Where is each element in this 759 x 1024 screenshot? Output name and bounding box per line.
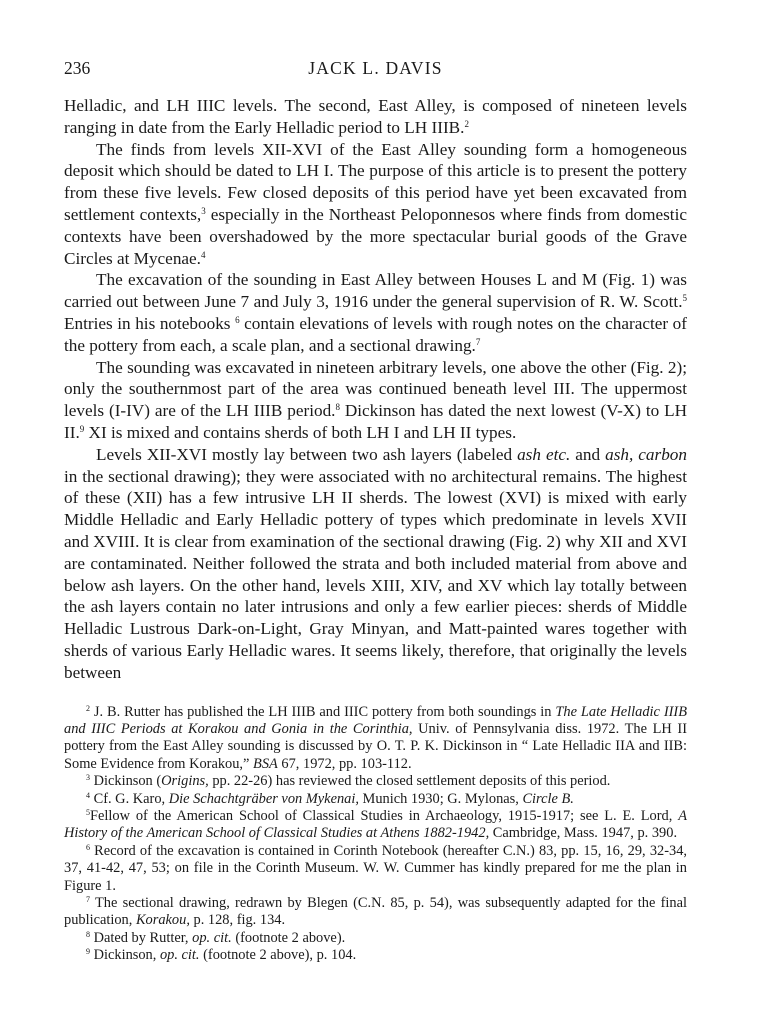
text-run: (footnote 2 above), p. 104. (199, 947, 357, 964)
page-header (64, 58, 687, 82)
footnote-marker: 3 (201, 205, 206, 216)
footnote-marker: 9 (79, 423, 85, 434)
footnote (64, 947, 687, 964)
footnote-marker: 6 (86, 842, 90, 852)
text-run: The finds from levels XII-XVI of the East Alley sounding form a homogeneous deposit which should be dated to LH I. The purpose of this article is to present the pottery from these five levels. Few closed deposits of this period have yet been excavated from settlement contexts, (64, 139, 687, 224)
footnote-marker: 8 (86, 929, 90, 939)
text-run: XI is mixed and contains sherds of both LH I and LH II types. (84, 422, 517, 442)
text-run: especially in the Northeast Peloponnesos where finds from domestic contexts have been overshadowed by the more spectacular burial goods of the Grave Circles at Mycenae. (64, 204, 687, 268)
footnote-marker: 2 (86, 703, 90, 713)
text-run: p. 128, fig. 134. (189, 912, 286, 929)
text-run: Helladic, and LH IIIC levels. The second, East Alley, is composed of nineteen levels ranging in date from the Early Helladic period to LH IIIB. (64, 96, 687, 137)
paragraph (64, 357, 687, 444)
footnote-marker: 5 (86, 807, 90, 817)
italic-text: ash, carbon (605, 444, 687, 464)
footnote-marker: 7 (475, 336, 481, 347)
italic-text: The Late Helladic IIIB and IIIC Periods at Korakou and Gonia in the Corinthia, (64, 703, 687, 737)
text-run: The sounding was excavated in nineteen arbitrary levels, one above the other (Fig. 2); only the southernmost part of the area was continued beneath level III. The uppermost levels (I-IV) are of the LH IIIB period. (64, 357, 687, 421)
footnotes (64, 704, 687, 965)
text-run: pp. 22-26) has reviewed the closed settlement deposits of this period. (208, 773, 611, 790)
footnote-marker: 5 (682, 293, 687, 304)
footnote-marker: 6 (235, 314, 240, 325)
text-run: and (570, 444, 606, 464)
footnote-marker: 3 (86, 773, 90, 783)
italic-text: Korakou, (135, 912, 190, 929)
footnote-marker: 4 (200, 249, 206, 260)
text-run: J. B. Rutter has published the LH IIIB and IIIC pottery from both soundings in (90, 703, 556, 720)
italic-text: op. cit. (159, 947, 200, 964)
text-run: Record of the excavation is contained in Corinth Notebook (hereafter C.N.) 83, pp. 15, 16, 29, 32-34, 37, 41-42, 47, 53; on file in the Corinth Museum. W. W. Cummer has kindly prepared for me the plan in Figure 1. (64, 842, 687, 894)
paragraph (64, 269, 687, 356)
text-run: Cf. G. Karo, (90, 790, 169, 807)
text-run: Entries in his notebooks (64, 313, 236, 333)
footnote (64, 895, 687, 930)
paragraph (64, 95, 687, 139)
italic-text: ash etc. (517, 444, 571, 464)
footnote-marker: 9 (86, 947, 90, 957)
footnote-marker: 8 (335, 402, 340, 413)
text-run: contain elevations of levels with rough notes on the character of the pottery from each, a scale plan, and a sectional drawing. (64, 313, 687, 355)
footnote-marker: 7 (86, 894, 90, 904)
footnote (64, 773, 687, 790)
footnote (64, 930, 687, 947)
text-run: Dickinson, (90, 947, 160, 964)
italic-text: A History of the American School of Classical Studies at Athens 1882-1942, (64, 807, 687, 842)
footnote (64, 704, 687, 774)
italic-text: BSA (253, 755, 278, 772)
text-run: in the sectional drawing); they were associated with no architectural remains. The highest of these (XII) has a few intrusive LH II sherds. The lowest (XVI) is mixed with early Middle Helladic and Early Helladic pottery of types which predominate in levels XVII and XVIII. It is clear from examination of the sectional drawing (Fig. 2) why XII and XVI are contaminated. Neither followed the strata and both included material from above and below ash layers. On the other hand, levels XIII, XIV, and XV which lay totally between the ash layers contain no later intrusions and only a few earlier pieces: sherds of Middle Helladic Lustrous Dark-on-Light, Gray Minyan, and Matt-painted wares together with sherds of various Early Helladic wares. It seems likely, therefore, that originally the levels between (64, 466, 687, 682)
text-run: Fellow of the American School of Classical Studies in Archaeology, 1915-1917; see L. E. Lord, (90, 807, 679, 824)
text-run: Levels XII-XVI mostly lay between two ash layers (labeled (96, 444, 518, 464)
text-run: (footnote 2 above). (231, 929, 346, 946)
text-run: The sectional drawing, redrawn by Blegen (C.N. 85, p. 54), was subsequently adapted for the final publication, (64, 894, 687, 929)
body-text (64, 95, 687, 684)
page-number: 236 (64, 58, 91, 78)
footnote-marker: 2 (464, 118, 469, 129)
running-head: JACK L. DAVIS (308, 58, 443, 78)
footnote-marker: 4 (86, 790, 90, 800)
text-run: The excavation of the sounding in East Alley between Houses L and M (Fig. 1) was carried out between June 7 and July 3, 1916 under the general supervision of R. W. Scott. (64, 270, 687, 312)
text-run: Dated by Rutter, (90, 929, 193, 946)
paragraph (64, 444, 687, 684)
italic-text: op. cit. (192, 929, 232, 946)
italic-text: Die Schachtgräber von Mykenai, (168, 790, 359, 807)
text-run: Dickinson ( (90, 773, 162, 790)
text-run: 67, 1972, pp. 103-112. (277, 755, 412, 772)
paragraph (64, 139, 687, 270)
footnote (64, 808, 687, 843)
italic-text: Circle B. (522, 790, 574, 807)
italic-text: Origins, (161, 773, 209, 790)
text-run: Dickinson has dated the next lowest (V-X) to LH II. (64, 401, 687, 442)
text-run: Munich 1930; G. Mylonas, (358, 790, 523, 807)
footnote (64, 843, 687, 895)
text-run: Univ. of Pennsylvania diss. 1972. The LH II pottery from the East Alley sounding is discussed by O. T. P. K. Dickinson in “ Late Helladic IIA and IIB: Some Evidence from Korakou,” (64, 720, 687, 772)
footnote (64, 791, 687, 808)
text-run: Cambridge, Mass. 1947, p. 390. (489, 825, 678, 842)
